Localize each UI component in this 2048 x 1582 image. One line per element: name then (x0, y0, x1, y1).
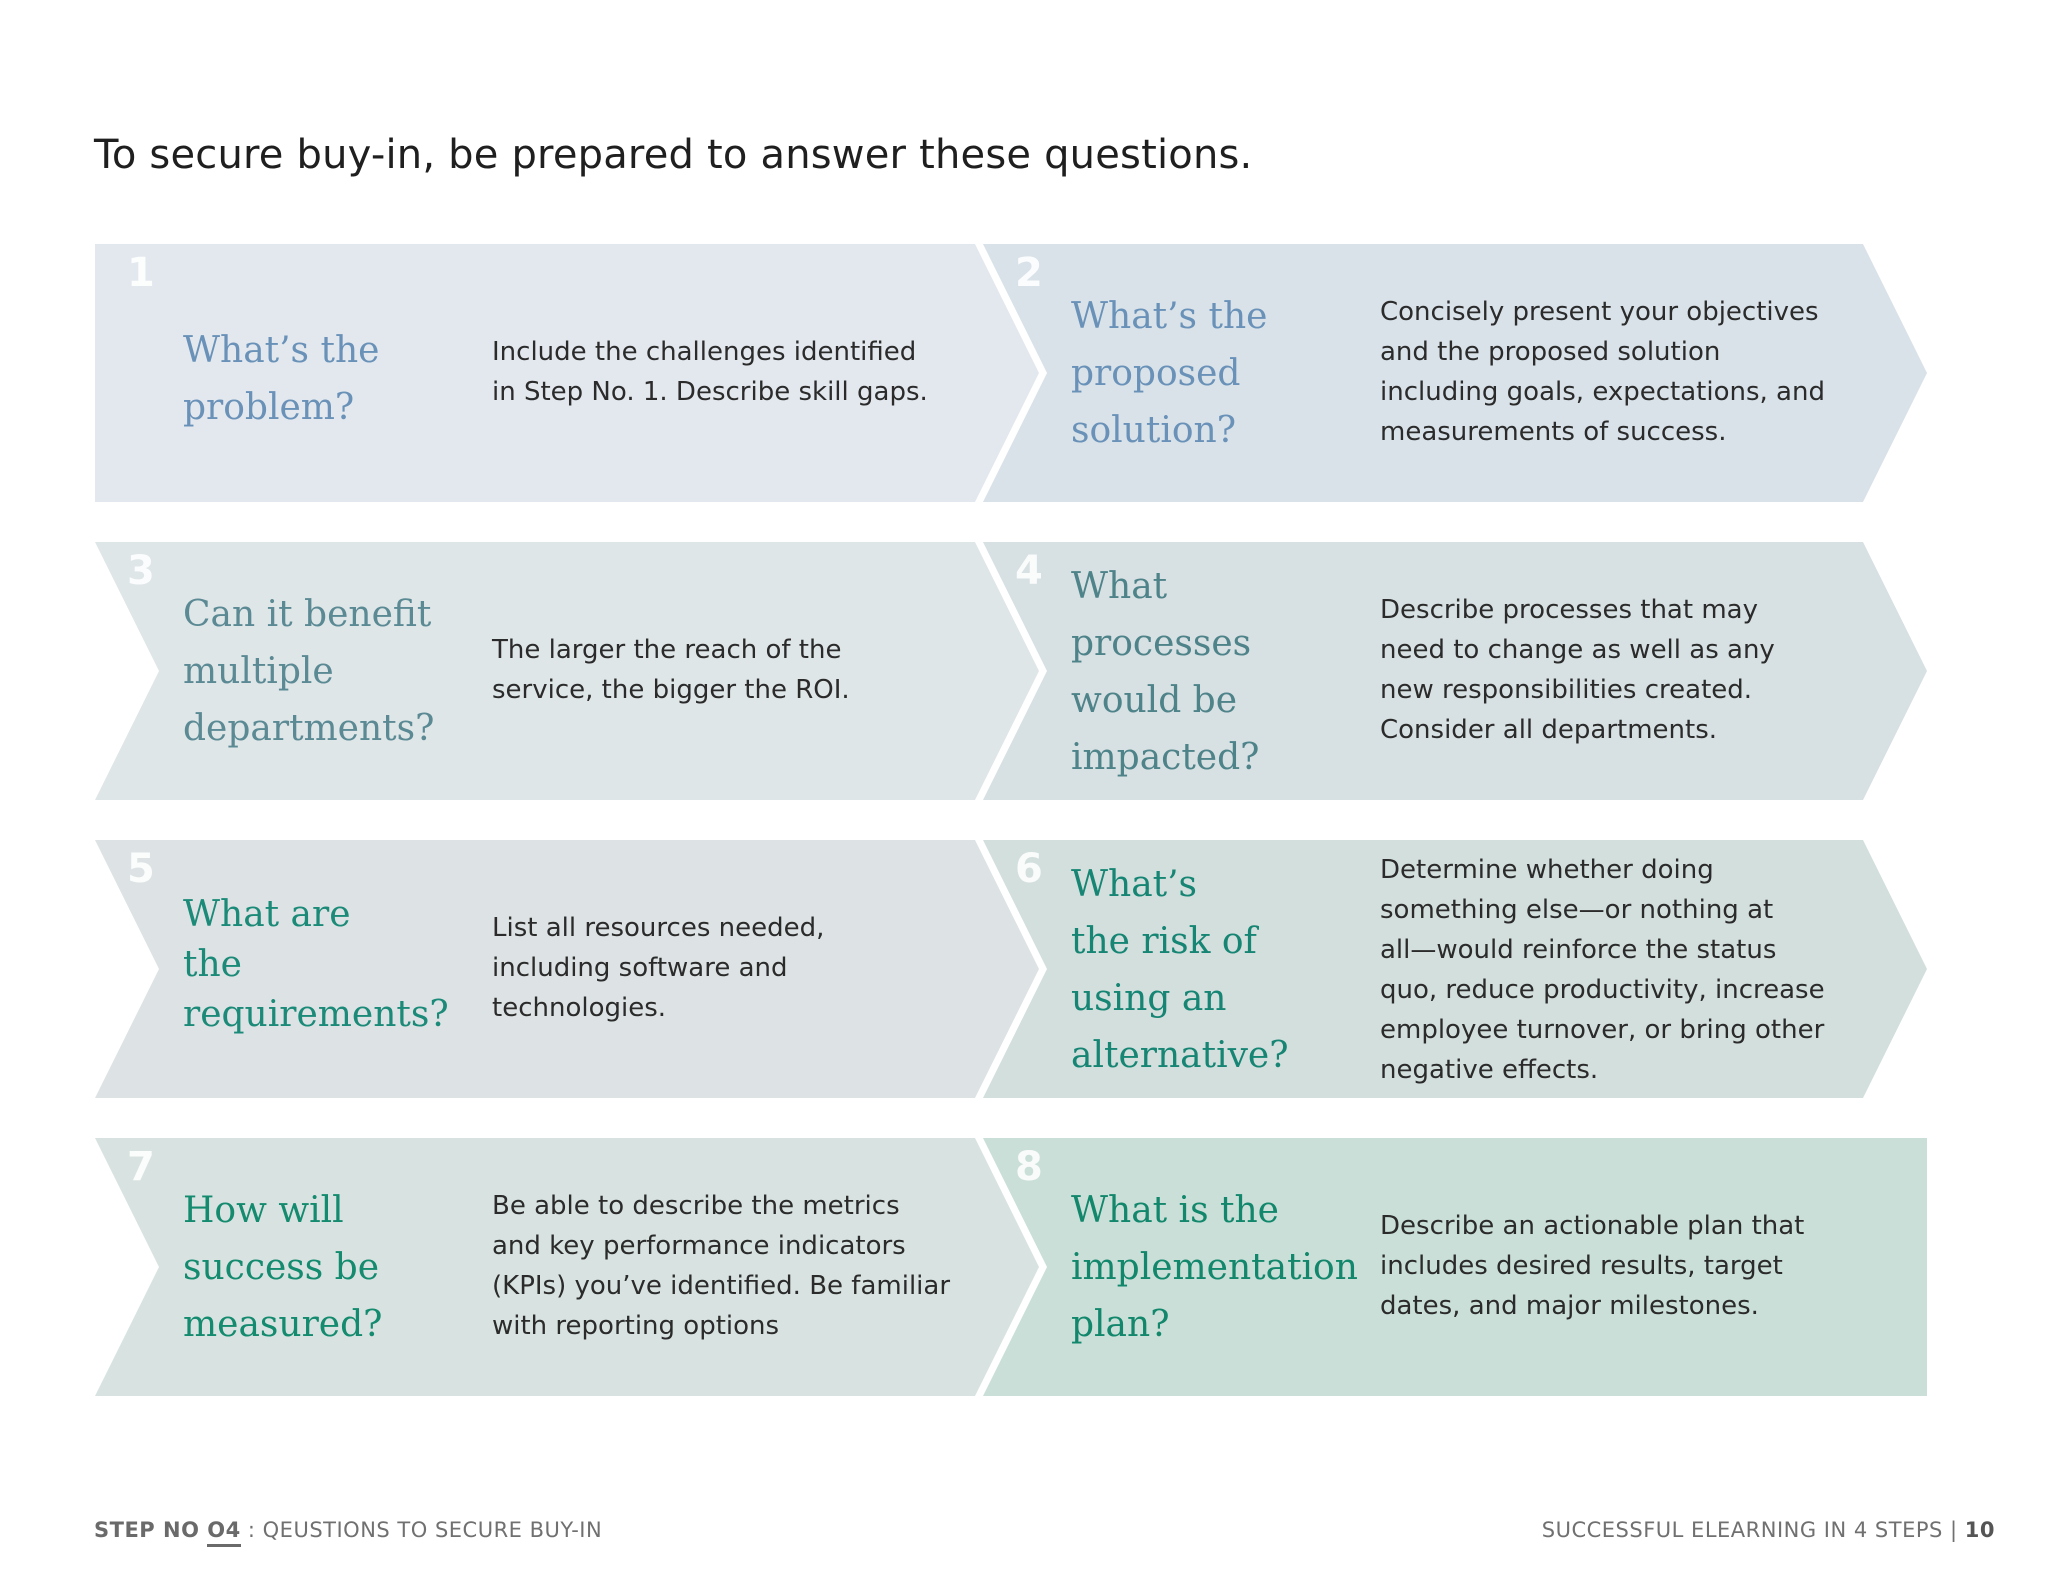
card-description: Determine whether doing something else—or nothing at all—would reinforce the status quo, reduce productivity, increase employee turnover, or bring other negative effects. (1380, 855, 1825, 1085)
card-question: What’s the proposed solution? (1071, 296, 1268, 451)
footer-step-title: : QEUSTIONS TO SECURE BUY-IN (240, 1518, 603, 1542)
card-question: What’s the risk of using an alternative? (1071, 864, 1289, 1076)
card-description: List all resources needed, including software and technologies. (492, 913, 825, 1023)
question-card-1 (95, 244, 1039, 502)
page-heading: To secure buy-in, be prepared to answer these questions. (94, 132, 1253, 178)
card-question: What processes would be impacted? (1071, 566, 1260, 778)
card-number: 1 (127, 250, 155, 296)
card-description: The larger the reach of the service, the bigger the ROI. (492, 635, 850, 705)
question-card-7 (95, 1138, 1039, 1396)
card-number: 4 (1015, 548, 1043, 594)
card-question: How will success be measured? (183, 1190, 383, 1345)
card-description: Describe an actionable plan that includes desired results, target dates, and major milestones. (1380, 1211, 1805, 1321)
card-description: Be able to describe the metrics and key performance indicators (KPIs) you’ve identified. Be familiar with reporting options (492, 1191, 951, 1341)
card-number: 3 (127, 548, 155, 594)
question-card-2 (983, 244, 1927, 502)
card-number: 5 (127, 846, 155, 892)
card-description: Concisely present your objectives and the proposed solution including goals, expectations, and measurements of success. (1380, 297, 1825, 447)
footer-section-label (94, 1518, 602, 1542)
card-description: Describe processes that may need to change as well as any new responsibilities created. Consider all departments. (1380, 595, 1775, 745)
footer-doc-title: SUCCESSFUL ELEARNING IN 4 STEPS | (1541, 1518, 1965, 1542)
card-number: 2 (1015, 250, 1043, 296)
footer-step-prefix: STEP NO (94, 1518, 208, 1542)
question-card-6 (983, 840, 1927, 1098)
card-question: What’s the problem? (183, 330, 380, 428)
question-card-8 (983, 1138, 1927, 1396)
question-card-3 (95, 542, 1039, 800)
card-question: What is the implementation plan? (1071, 1190, 1358, 1345)
footer-doc-label (1542, 1518, 1995, 1542)
page-number: 10 (1964, 1518, 1995, 1542)
card-question: Can it benefit multiple departments? (183, 594, 435, 749)
card-number: 8 (1015, 1144, 1043, 1190)
footer-step-number: O4 (207, 1518, 240, 1547)
card-question: What are the requirements? (183, 894, 449, 1035)
card-number: 7 (127, 1144, 155, 1190)
card-number: 6 (1015, 846, 1043, 892)
question-card-4 (983, 542, 1927, 800)
question-card-5 (95, 840, 1039, 1098)
card-description: Include the challenges identified in Step No. 1. Describe skill gaps. (492, 337, 928, 407)
